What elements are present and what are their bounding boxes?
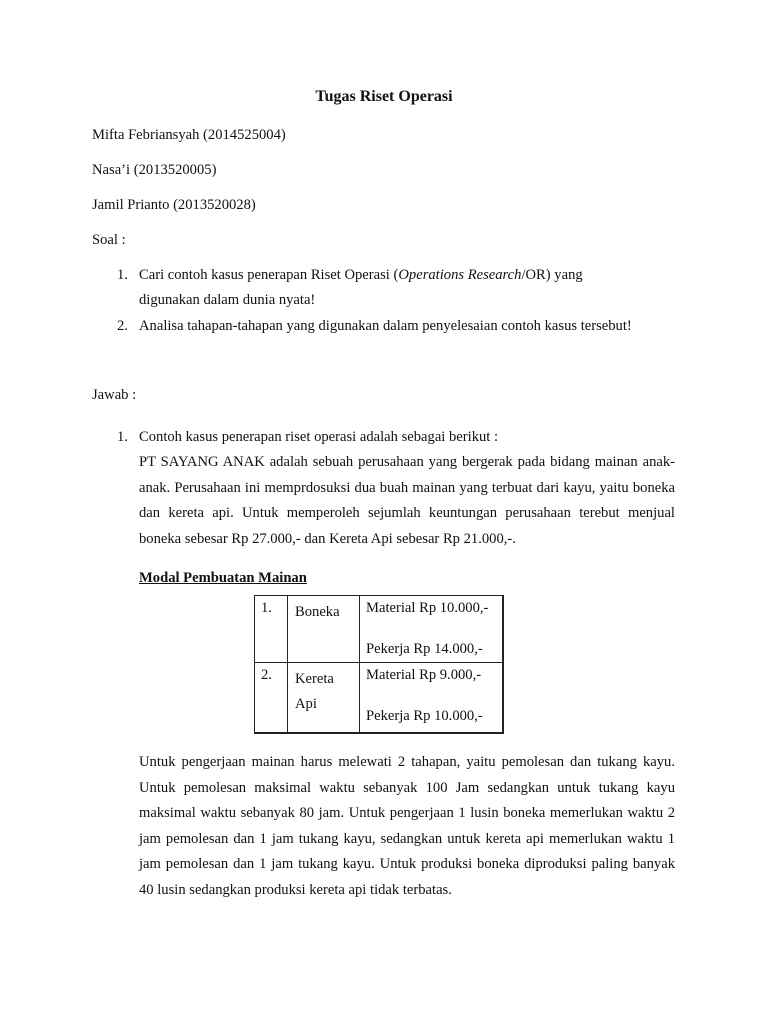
soal-item-1-post: /OR) yang (521, 267, 583, 283)
soal-label: Soal : (92, 232, 126, 248)
author-3: Jamil Prianto (2013520028) (92, 197, 256, 213)
soal-item-1-italic: Operations Research (398, 267, 522, 283)
jawab-item-1-intro: Contoh kasus penerapan riset operasi adalah sebagai berikut : (139, 429, 499, 445)
soal-item-1-pre: Cari contoh kasus penerapan Riset Operasi ( (139, 267, 399, 283)
document-title: Tugas Riset Operasi (315, 88, 453, 105)
jawab-paragraph-1: PT SAYANG ANAK adalah sebuah perusahaan yang bergerak pada bidang mainan anak-anak. Perusahaan ini memprdosuksi dua buah mainan yang terbuat dari kayu, yaitu boneka dan kereta api. Untuk memperoleh sejumlah keuntungan perusahaan terebut menjual boneka sebesar Rp 27.000,- dan Kereta Api sebesar Rp 21.000,-. (139, 454, 675, 547)
author-2: Nasa’i (2013520005) (92, 162, 217, 178)
soal-item-2-text: Analisa tahapan-tahapan yang digunakan dalam penyelesaian contoh kasus tersebut! (139, 318, 632, 334)
table-row (255, 663, 504, 734)
soal-item-1-number: 1. (117, 267, 128, 283)
row-material-cost: Material Rp 10.000,- (366, 600, 489, 616)
row-number: 1. (261, 600, 272, 616)
row-labor-cost: Pekerja Rp 14.000,- (366, 641, 483, 657)
jawab-paragraph-2: Untuk pengerjaan mainan harus melewati 2 tahapan, yaitu pemolesan dan tukang kayu. Untuk pemolesan maksimal waktu sebanyak 100 Jam sedangkan untuk tukang kayu maksimal waktu sebanyak 80 jam. Untuk pengerjaan 1 lusin boneka memerlukan waktu 2 jam pemolesan dan 1 jam tukang kayu, sedangkan untuk kereta api memerlukan waktu 1 jam pemolesan dan 1 jam tukang kayu. Untuk produksi boneka diproduksi paling banyak 40 lusin sedangkan produksi kereta api tidak terbatas. (139, 754, 675, 898)
table-row (255, 596, 504, 663)
row-item: Boneka (295, 604, 340, 620)
row-number: 2. (261, 667, 272, 683)
soal-item-2-number: 2. (117, 318, 128, 334)
row-item: Kereta Api (295, 671, 334, 712)
modal-table (254, 595, 504, 734)
jawab-item-1-number: 1. (117, 429, 128, 445)
soal-item-1-line2: digunakan dalam dunia nyata! (139, 292, 316, 308)
table-heading: Modal Pembuatan Mainan (139, 570, 307, 586)
jawab-label: Jawab : (92, 387, 137, 403)
row-labor-cost: Pekerja Rp 10.000,- (366, 708, 483, 724)
soal-item-1-line1 (139, 267, 583, 284)
row-material-cost: Material Rp 9.000,- (366, 667, 482, 683)
author-1: Mifta Febriansyah (2014525004) (92, 127, 286, 143)
